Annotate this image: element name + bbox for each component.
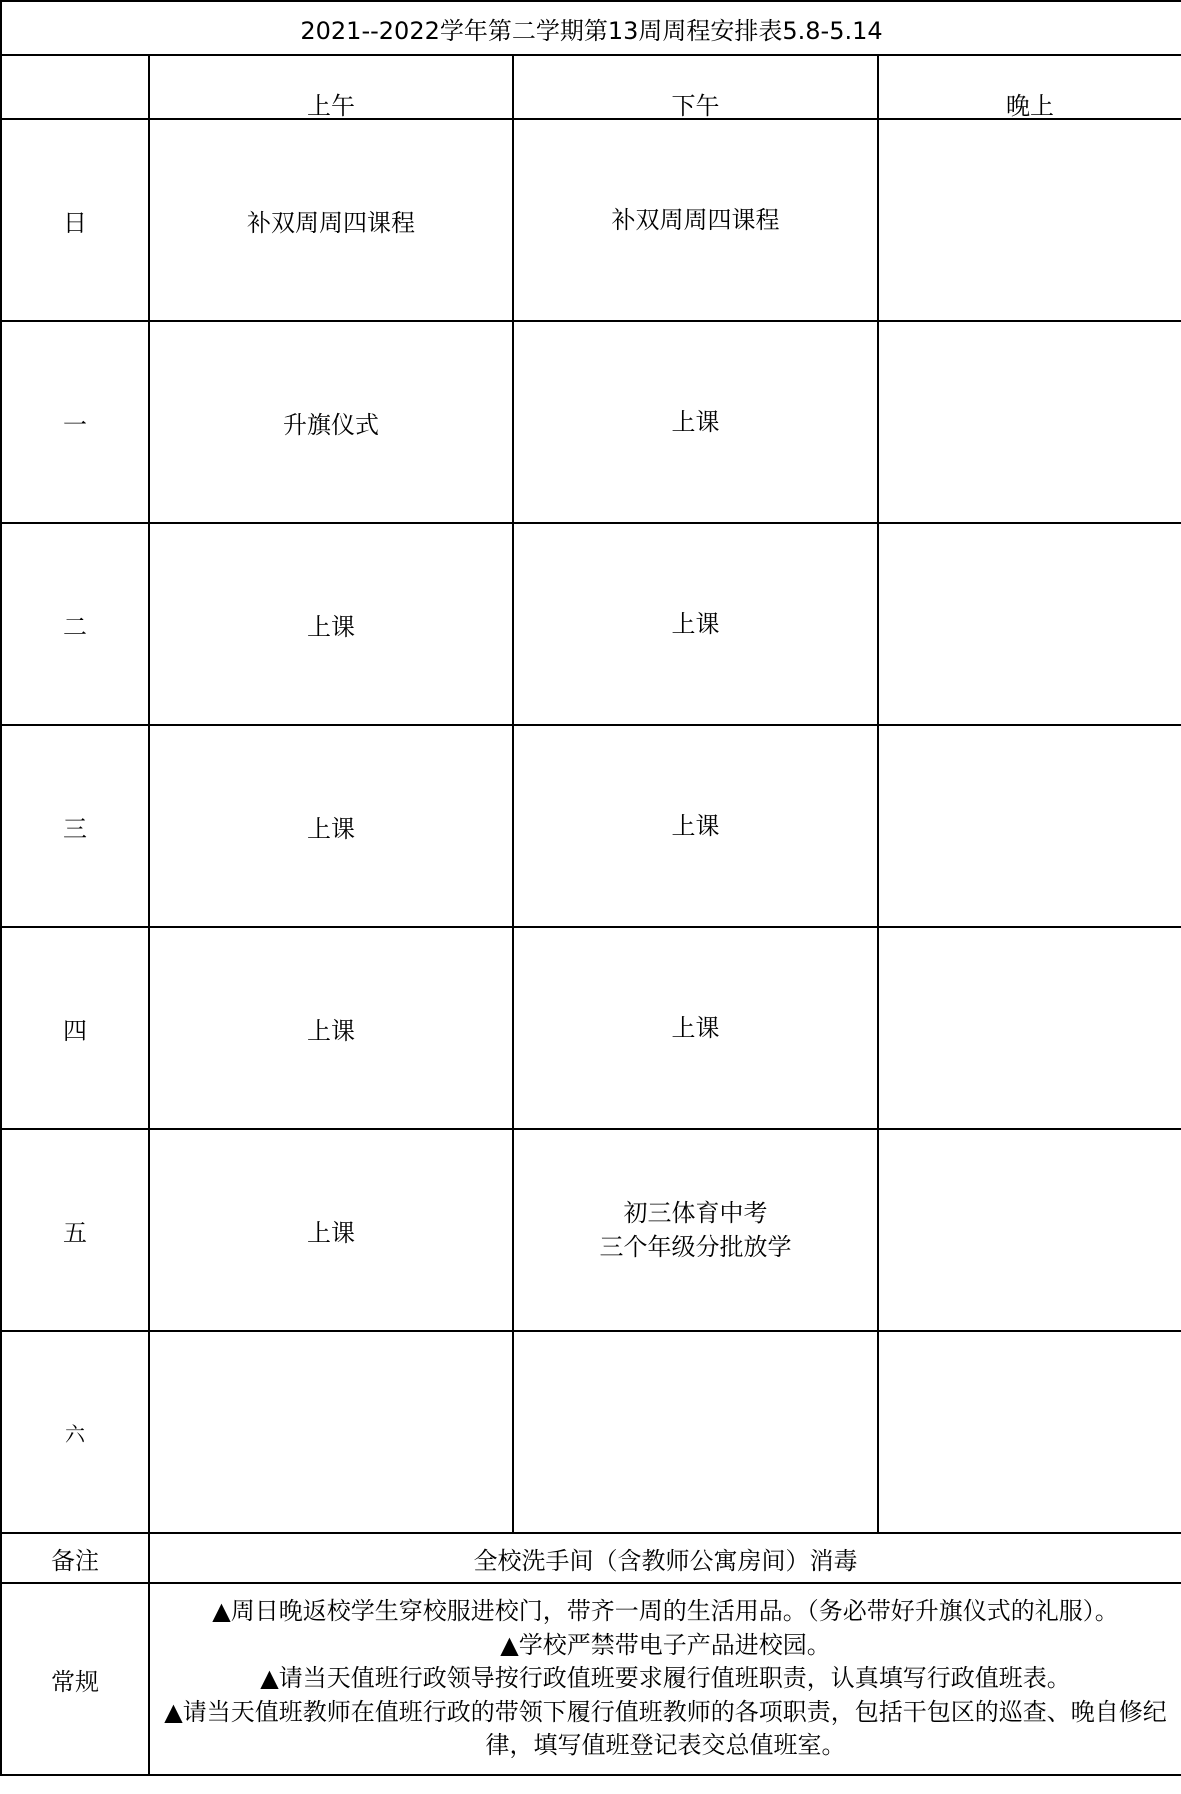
notes-content: 全校洗手间（含教师公寓房间）消毒 (149, 1533, 1181, 1583)
day-row-monday (1, 321, 1181, 523)
day-row-sunday (1, 119, 1181, 321)
afternoon-cell: 补双周周四课程 (513, 119, 878, 321)
morning-cell: 补双周周四课程 (149, 119, 513, 321)
day-row-thursday (1, 927, 1181, 1129)
day-label: 五 (1, 1129, 149, 1331)
afternoon-cell: 上课 (513, 725, 878, 927)
evening-cell (878, 927, 1181, 1129)
rule-item: ▲请当天值班教师在值班行政的带领下履行值班教师的各项职责，包括干包区的巡查、晚自修纪律，填写值班登记表交总值班室。 (164, 1697, 1167, 1760)
day-row-wednesday (1, 725, 1181, 927)
rule-item: ▲学校严禁带电子产品进校园。 (500, 1630, 831, 1659)
afternoon-cell: 上课 (513, 523, 878, 725)
morning-cell: 升旗仪式 (149, 321, 513, 523)
afternoon-line: 初三体育中考 (623, 1199, 768, 1227)
evening-cell (878, 1331, 1181, 1533)
evening-cell (878, 119, 1181, 321)
afternoon-cell: 上课 (513, 321, 878, 523)
evening-cell (878, 725, 1181, 927)
title-row (1, 1, 1181, 55)
day-row-friday (1, 1129, 1181, 1331)
day-label: 六 (1, 1331, 149, 1533)
morning-cell (149, 1331, 513, 1533)
day-label: 日 (1, 119, 149, 321)
morning-cell: 上课 (149, 725, 513, 927)
rule-item: ▲请当天值班行政领导按行政值班要求履行值班职责，认真填写行政值班表。 (260, 1664, 1071, 1693)
day-row-tuesday (1, 523, 1181, 725)
header-morning: 上午 (149, 55, 513, 119)
notes-label: 备注 (1, 1533, 149, 1583)
day-label: 四 (1, 927, 149, 1129)
rules-label: 常规 (1, 1583, 149, 1775)
notes-row (1, 1533, 1181, 1583)
afternoon-cell (513, 1331, 878, 1533)
morning-cell: 上课 (149, 523, 513, 725)
header-evening: 晚上 (878, 55, 1181, 119)
page-title: 2021--2022学年第二学期第13周周程安排表5.8-5.14 (1, 1, 1181, 55)
header-row (1, 55, 1181, 119)
evening-cell (878, 321, 1181, 523)
rules-row (1, 1583, 1181, 1775)
afternoon-cell (513, 1129, 878, 1331)
day-label: 三 (1, 725, 149, 927)
header-corner (1, 55, 149, 119)
afternoon-line: 三个年级分批放学 (599, 1233, 792, 1261)
rule-item: ▲周日晚返校学生穿校服进校门，带齐一周的生活用品。（务必带好升旗仪式的礼服）。 (212, 1597, 1119, 1626)
morning-cell: 上课 (149, 1129, 513, 1331)
afternoon-cell: 上课 (513, 927, 878, 1129)
day-label: 二 (1, 523, 149, 725)
evening-cell (878, 523, 1181, 725)
day-row-saturday (1, 1331, 1181, 1533)
header-afternoon: 下午 (513, 55, 878, 119)
day-label: 一 (1, 321, 149, 523)
evening-cell (878, 1129, 1181, 1331)
rules-content (149, 1583, 1181, 1775)
morning-cell: 上课 (149, 927, 513, 1129)
